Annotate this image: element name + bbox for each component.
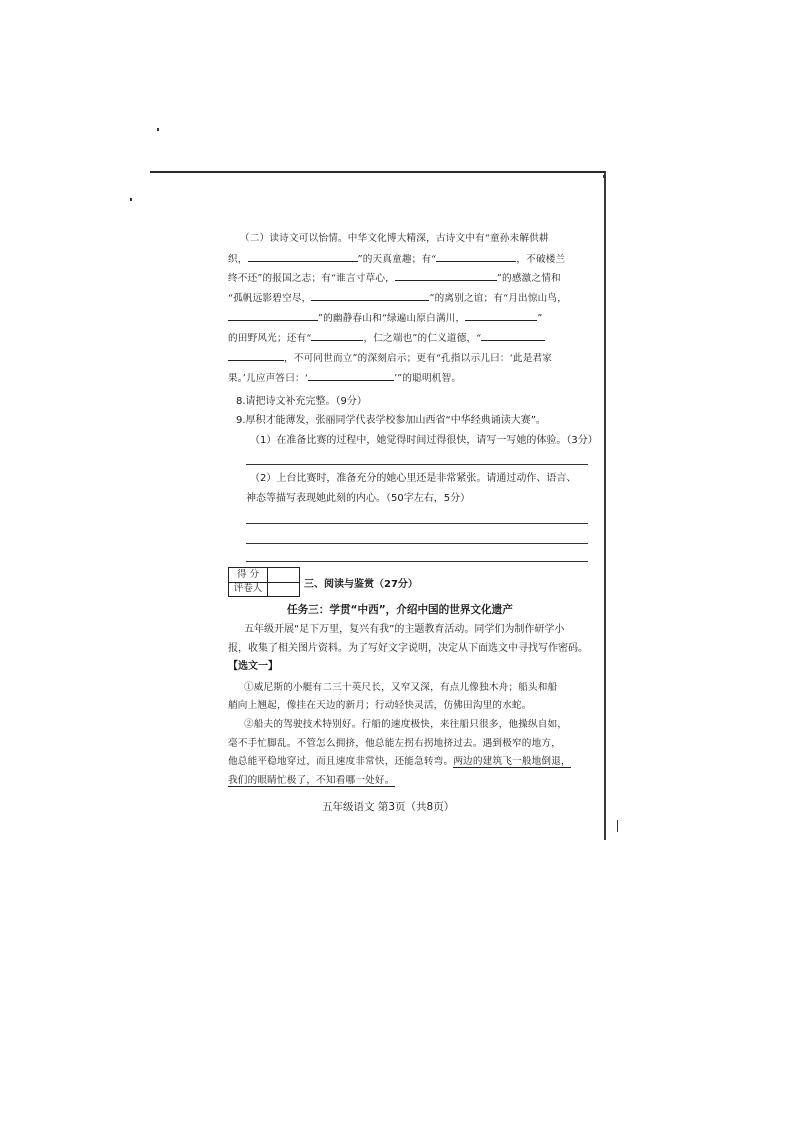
- excerpt-p2-line-2: [228, 737, 561, 751]
- scan-speck: [617, 820, 618, 832]
- question-9-part-2: [250, 472, 576, 486]
- scan-border-top: [150, 171, 606, 173]
- task3-title: [287, 603, 513, 617]
- section2-text: ”的离别之谊；有“月出惊山鸟，: [429, 293, 567, 304]
- fill-blank[interactable]: [228, 310, 318, 321]
- fill-blank[interactable]: [228, 350, 284, 361]
- excerpt-p2-line-1: [244, 718, 567, 732]
- section2-text: ”的感激之情和: [496, 273, 561, 284]
- section2-text: ’”的聪明机智。: [394, 373, 462, 384]
- fill-blank[interactable]: [308, 370, 394, 381]
- task-title-text: 任务三：学贯“中西”，介绍中国的世界文化遗产: [287, 604, 513, 616]
- excerpt-p1-line-2: [228, 699, 532, 713]
- section2-text: ”: [537, 313, 543, 324]
- section2-text: ，不破楼兰: [516, 254, 566, 265]
- section2-line-7: [228, 350, 552, 366]
- intro-text: 报，收集了相关图片资料。为了写好文字说明，决定从下面选文中寻找写作密码。: [228, 643, 588, 654]
- section2-text: 织，: [228, 254, 248, 265]
- section2-text: 果。’儿应声答曰：‘: [228, 373, 309, 384]
- excerpt-text: 艄向上翘起，像挂在天边的新月；行动轻快灵活，仿佛田沟里的水蛇。: [228, 700, 532, 711]
- score-row: [229, 568, 299, 583]
- section2-text: 终不还”的报国之志；有“谁言寸草心，: [228, 273, 395, 284]
- fill-blank[interactable]: [248, 251, 358, 262]
- fill-blank[interactable]: [311, 330, 363, 341]
- section2-text: “孤帆远影碧空尽，: [228, 293, 312, 304]
- score-label: 得 分: [229, 568, 268, 582]
- question-text: 神态等描写表现她此刻的内心。（50字左右，5分）: [246, 493, 471, 504]
- section3-title: [304, 578, 418, 592]
- section2-text: ”的幽静春山和“绿遍山原白满川，: [318, 313, 466, 324]
- fill-blank[interactable]: [465, 310, 537, 321]
- section2-line-6: [228, 330, 545, 346]
- section2-line-2: [228, 251, 565, 267]
- excerpt-text: 毫不手忙脚乱。不管怎么拥挤，他总能左拐右拐地挤过去。遇到极窄的地方，: [228, 738, 561, 749]
- section2-line-8: [228, 370, 461, 386]
- answer-line[interactable]: [246, 543, 588, 544]
- excerpt-p2-line-4: [228, 774, 395, 788]
- excerpt-p2-line-3: [228, 755, 571, 769]
- answer-line[interactable]: [246, 523, 588, 524]
- section2-text: （二）读诗文可以怡情。中华文化博大精深，古诗文中有“童孙未解供耕: [240, 233, 549, 244]
- fill-blank[interactable]: [311, 290, 429, 301]
- fill-blank[interactable]: [481, 330, 545, 341]
- excerpt-text: 他总能平稳地穿过，而且速度非常快，还能急转弯。: [228, 756, 454, 767]
- section2-text: ”的天真童趣；有“: [357, 254, 437, 265]
- question-9-part-1: [250, 434, 598, 448]
- page-footer: [322, 800, 454, 814]
- section2-line-4: [228, 290, 567, 306]
- excerpt-label: [228, 660, 278, 674]
- answer-line[interactable]: [246, 561, 588, 562]
- fill-blank[interactable]: [436, 251, 516, 262]
- fill-blank[interactable]: [395, 270, 497, 281]
- underlined-sentence: 我们的眼睛忙极了，不知看哪一处好。: [228, 775, 395, 786]
- footer-text: 五年级语文 第3页（共8页）: [322, 801, 455, 813]
- question-9-part-2-cont: [246, 492, 470, 506]
- excerpt-label-text: 【选文一】: [228, 661, 278, 672]
- section2-line-5: [228, 310, 542, 326]
- question-text: （1）在准备比赛的过程中，她觉得时间过得很快，请写一写她的体验。（3分）: [250, 435, 598, 446]
- grader-row: [229, 582, 299, 596]
- intro-text: 五年级开展“足下万里，复兴有我”的主题教育活动。同学们为制作研学小: [244, 624, 565, 635]
- section-title-text: 三、阅读与鉴赏（27分）: [304, 579, 418, 590]
- section2-text: 的田野风光；还有“: [228, 333, 312, 344]
- grader-label: 评卷人: [229, 582, 268, 596]
- underlined-sentence: 两边的建筑飞一般地倒退，: [453, 756, 571, 767]
- section2-line-3: [228, 270, 561, 286]
- answer-line[interactable]: [246, 464, 588, 465]
- excerpt-text: ①威尼斯的小艇有二三十英尺长，又窄又深，有点儿像独木舟；船头和船: [244, 682, 558, 693]
- section2-text: ，仁之端也”的仁义道德，“: [363, 333, 482, 344]
- question-9: [236, 414, 546, 428]
- intro-line-1: [244, 623, 564, 637]
- excerpt-text: ②船夫的驾驶技术特别好。行船的速度极快，来往船只很多，他操纵自如，: [244, 719, 568, 730]
- section2-line-1: [240, 232, 549, 246]
- intro-line-2: [228, 642, 588, 656]
- scan-border-right: [604, 172, 606, 840]
- score-box: [228, 567, 300, 597]
- scan-speck: [130, 198, 132, 201]
- section2-text: ，不可同世而立”的深刻启示；更有“孔指以示儿曰：‘此是君家: [284, 353, 553, 364]
- question-8: [236, 395, 367, 409]
- scan-speck: [603, 175, 605, 178]
- question-text: （2）上台比赛时，准备充分的她心里还是非常紧张。请通过动作、语言、: [250, 473, 577, 484]
- scan-speck: [157, 128, 159, 131]
- question-text: 8.请把诗文补充完整。（9分）: [236, 396, 367, 407]
- excerpt-p1-line-1: [244, 681, 557, 695]
- question-text: 9.厚积才能薄发，张丽同学代表学校参加山西省“中华经典诵读大赛”。: [236, 415, 546, 426]
